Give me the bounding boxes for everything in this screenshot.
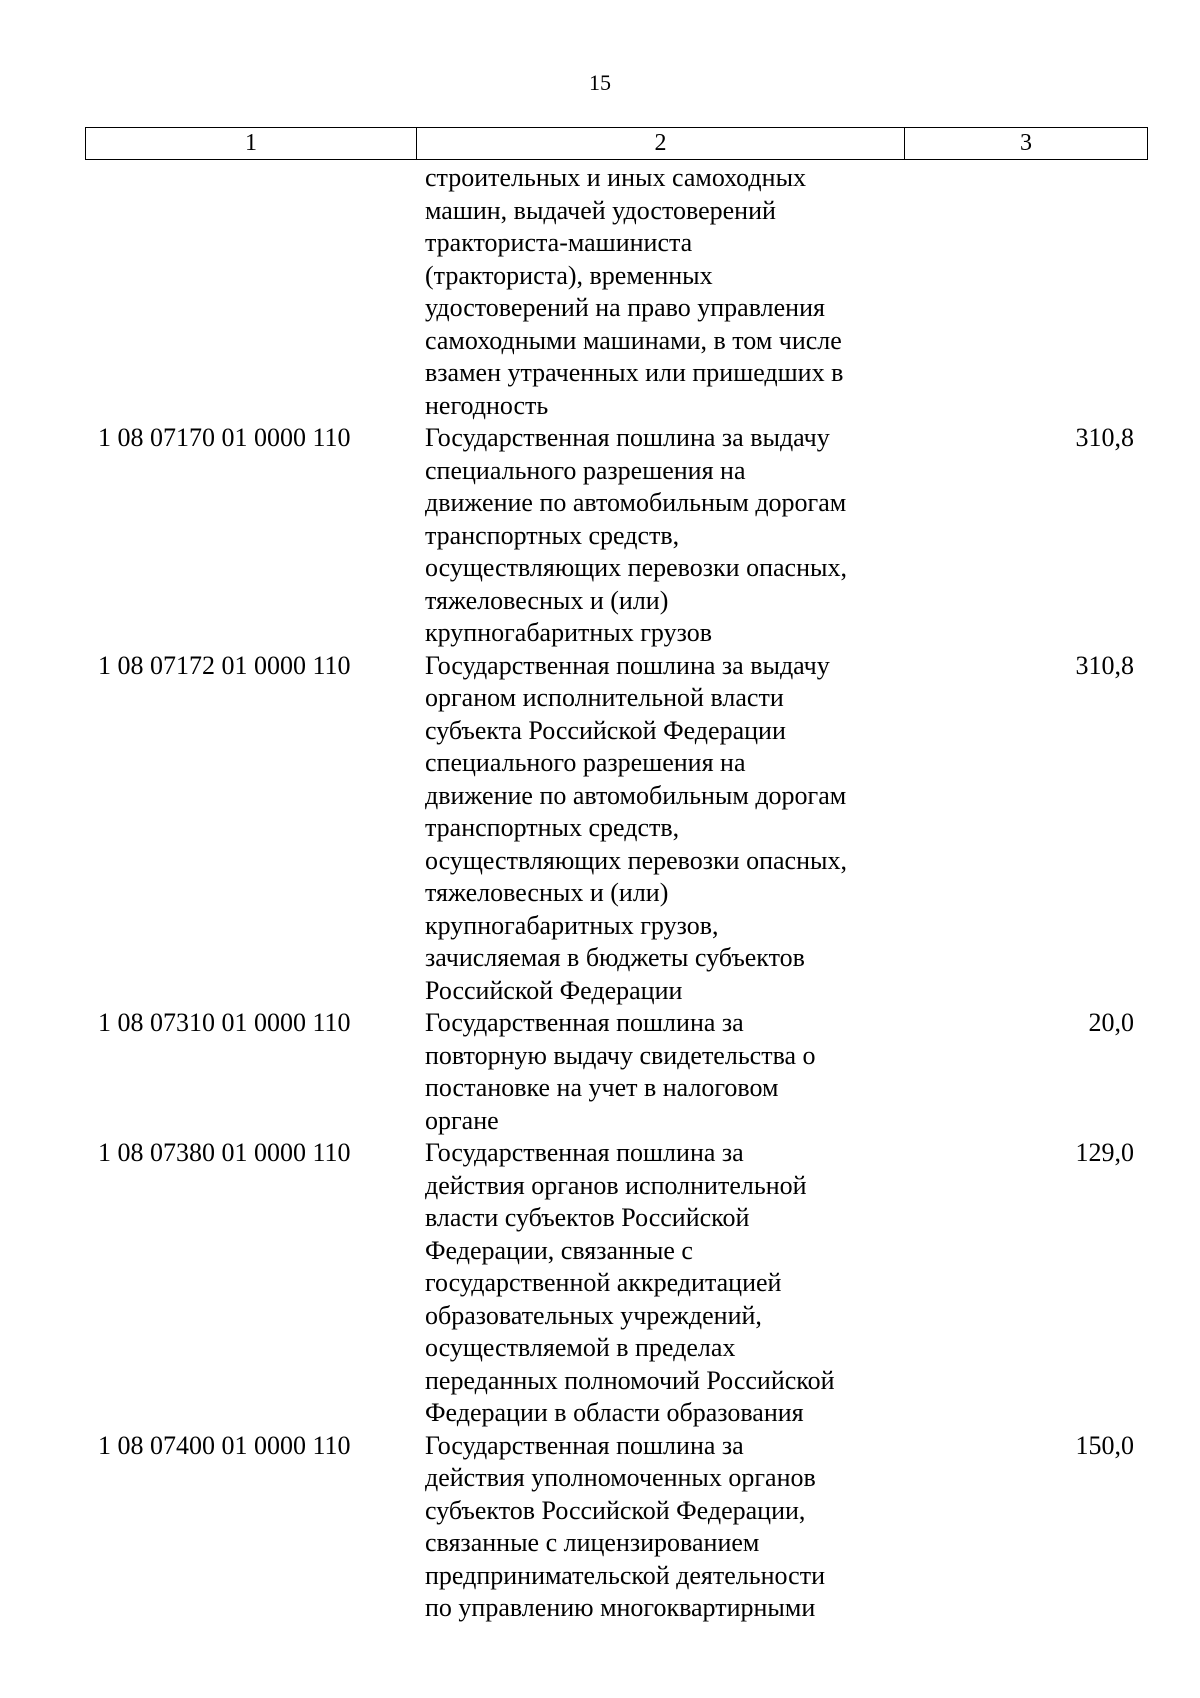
description-line: осуществляющих перевозки опасных, bbox=[425, 845, 847, 875]
table-row bbox=[0, 1137, 1200, 1430]
row-amount: 310,8 bbox=[1075, 650, 1134, 680]
description-line: самоходными машинами, в том числе bbox=[425, 325, 842, 355]
column-header-3: 3 bbox=[905, 128, 1148, 160]
description-line: машин, выдачей удостоверений bbox=[425, 195, 776, 225]
description-line: постановке на учет в налоговом bbox=[425, 1073, 779, 1102]
description-line: Федерации в области образования bbox=[425, 1398, 804, 1427]
row-amount: 20,0 bbox=[1088, 1008, 1134, 1037]
description-line: Государственная пошлина за bbox=[425, 1008, 744, 1037]
row-code: 1 08 07170 01 0000 110 bbox=[98, 423, 351, 452]
row-description bbox=[425, 1007, 895, 1137]
description-line: удостоверений на право управления bbox=[425, 293, 825, 322]
description-line: действия уполномоченных органов bbox=[425, 1463, 816, 1492]
table-row bbox=[0, 650, 1200, 1008]
description-line: Федерации, связанные с bbox=[425, 1235, 693, 1265]
row-amount: 310,8 bbox=[1075, 423, 1134, 452]
description-line: осуществляющих перевозки опасных, bbox=[425, 553, 847, 582]
description-line: крупногабаритных грузов bbox=[425, 618, 712, 647]
description-line: связанные с лицензированием bbox=[425, 1528, 760, 1557]
row-amount: 129,0 bbox=[1075, 1138, 1134, 1167]
description-line: движение по автомобильным дорогам bbox=[425, 780, 847, 810]
column-header-2: 2 bbox=[417, 128, 905, 160]
row-description bbox=[425, 1137, 895, 1430]
description-line: (тракториста), временных bbox=[425, 260, 713, 290]
row-code: 1 08 07380 01 0000 110 bbox=[98, 1138, 351, 1167]
description-line: специального разрешения на bbox=[425, 455, 746, 485]
description-line: движение по автомобильным дорогам bbox=[425, 488, 847, 517]
column-header-1: 1 bbox=[86, 128, 417, 160]
row-code: 1 08 07400 01 0000 110 bbox=[98, 1430, 351, 1460]
description-line: органом исполнительной власти bbox=[425, 683, 784, 712]
table-row bbox=[0, 1007, 1200, 1137]
table-row bbox=[0, 1430, 1200, 1625]
description-line: взамен утраченных или пришедших в bbox=[425, 358, 844, 387]
description-line: тяжеловесных и (или) bbox=[425, 585, 669, 615]
description-line: субъекта Российской Федерации bbox=[425, 715, 786, 745]
description-line: Государственная пошлина за bbox=[425, 1430, 744, 1460]
description-line: переданных полномочий Российской bbox=[425, 1365, 835, 1395]
description-line: органе bbox=[425, 1105, 499, 1135]
description-line: строительных и иных самоходных bbox=[425, 163, 807, 192]
description-line: субъектов Российской Федерации, bbox=[425, 1495, 806, 1525]
row-amount: 150,0 bbox=[1075, 1430, 1134, 1460]
table-row bbox=[0, 162, 1200, 422]
description-line: осуществляемой в пределах bbox=[425, 1333, 736, 1362]
description-line: зачисляемая в бюджеты субъектов bbox=[425, 943, 805, 972]
description-line: предпринимательской деятельности bbox=[425, 1560, 825, 1590]
row-code: 1 08 07310 01 0000 110 bbox=[98, 1008, 351, 1037]
table-header-row bbox=[86, 128, 1148, 160]
row-description bbox=[425, 650, 895, 1008]
table-header bbox=[85, 127, 1148, 160]
description-line: Государственная пошлина за выдачу bbox=[425, 423, 830, 452]
table-row bbox=[0, 422, 1200, 650]
description-line: тяжеловесных и (или) bbox=[425, 878, 669, 907]
description-line: образовательных учреждений, bbox=[425, 1300, 762, 1330]
row-description bbox=[425, 162, 895, 422]
description-line: повторную выдачу свидетельства о bbox=[425, 1040, 816, 1070]
description-line: крупногабаритных грузов, bbox=[425, 910, 719, 940]
page-number: 15 bbox=[589, 70, 611, 95]
description-line: Российской Федерации bbox=[425, 975, 683, 1005]
description-line: Государственная пошлина за bbox=[425, 1138, 744, 1167]
description-line: власти субъектов Российской bbox=[425, 1203, 750, 1232]
row-description bbox=[425, 1430, 895, 1625]
description-line: действия органов исполнительной bbox=[425, 1170, 807, 1200]
row-code: 1 08 07172 01 0000 110 bbox=[98, 650, 351, 680]
description-line: транспортных средств, bbox=[425, 813, 680, 842]
description-line: специального разрешения на bbox=[425, 748, 746, 777]
description-line: Государственная пошлина за выдачу bbox=[425, 650, 830, 680]
description-line: государственной аккредитацией bbox=[425, 1268, 782, 1297]
row-description bbox=[425, 422, 895, 650]
table-body bbox=[0, 162, 1200, 1625]
description-line: по управлению многоквартирными bbox=[425, 1593, 816, 1622]
description-line: тракториста-машиниста bbox=[425, 228, 693, 257]
description-line: транспортных средств, bbox=[425, 520, 680, 550]
description-line: негодность bbox=[425, 390, 549, 420]
